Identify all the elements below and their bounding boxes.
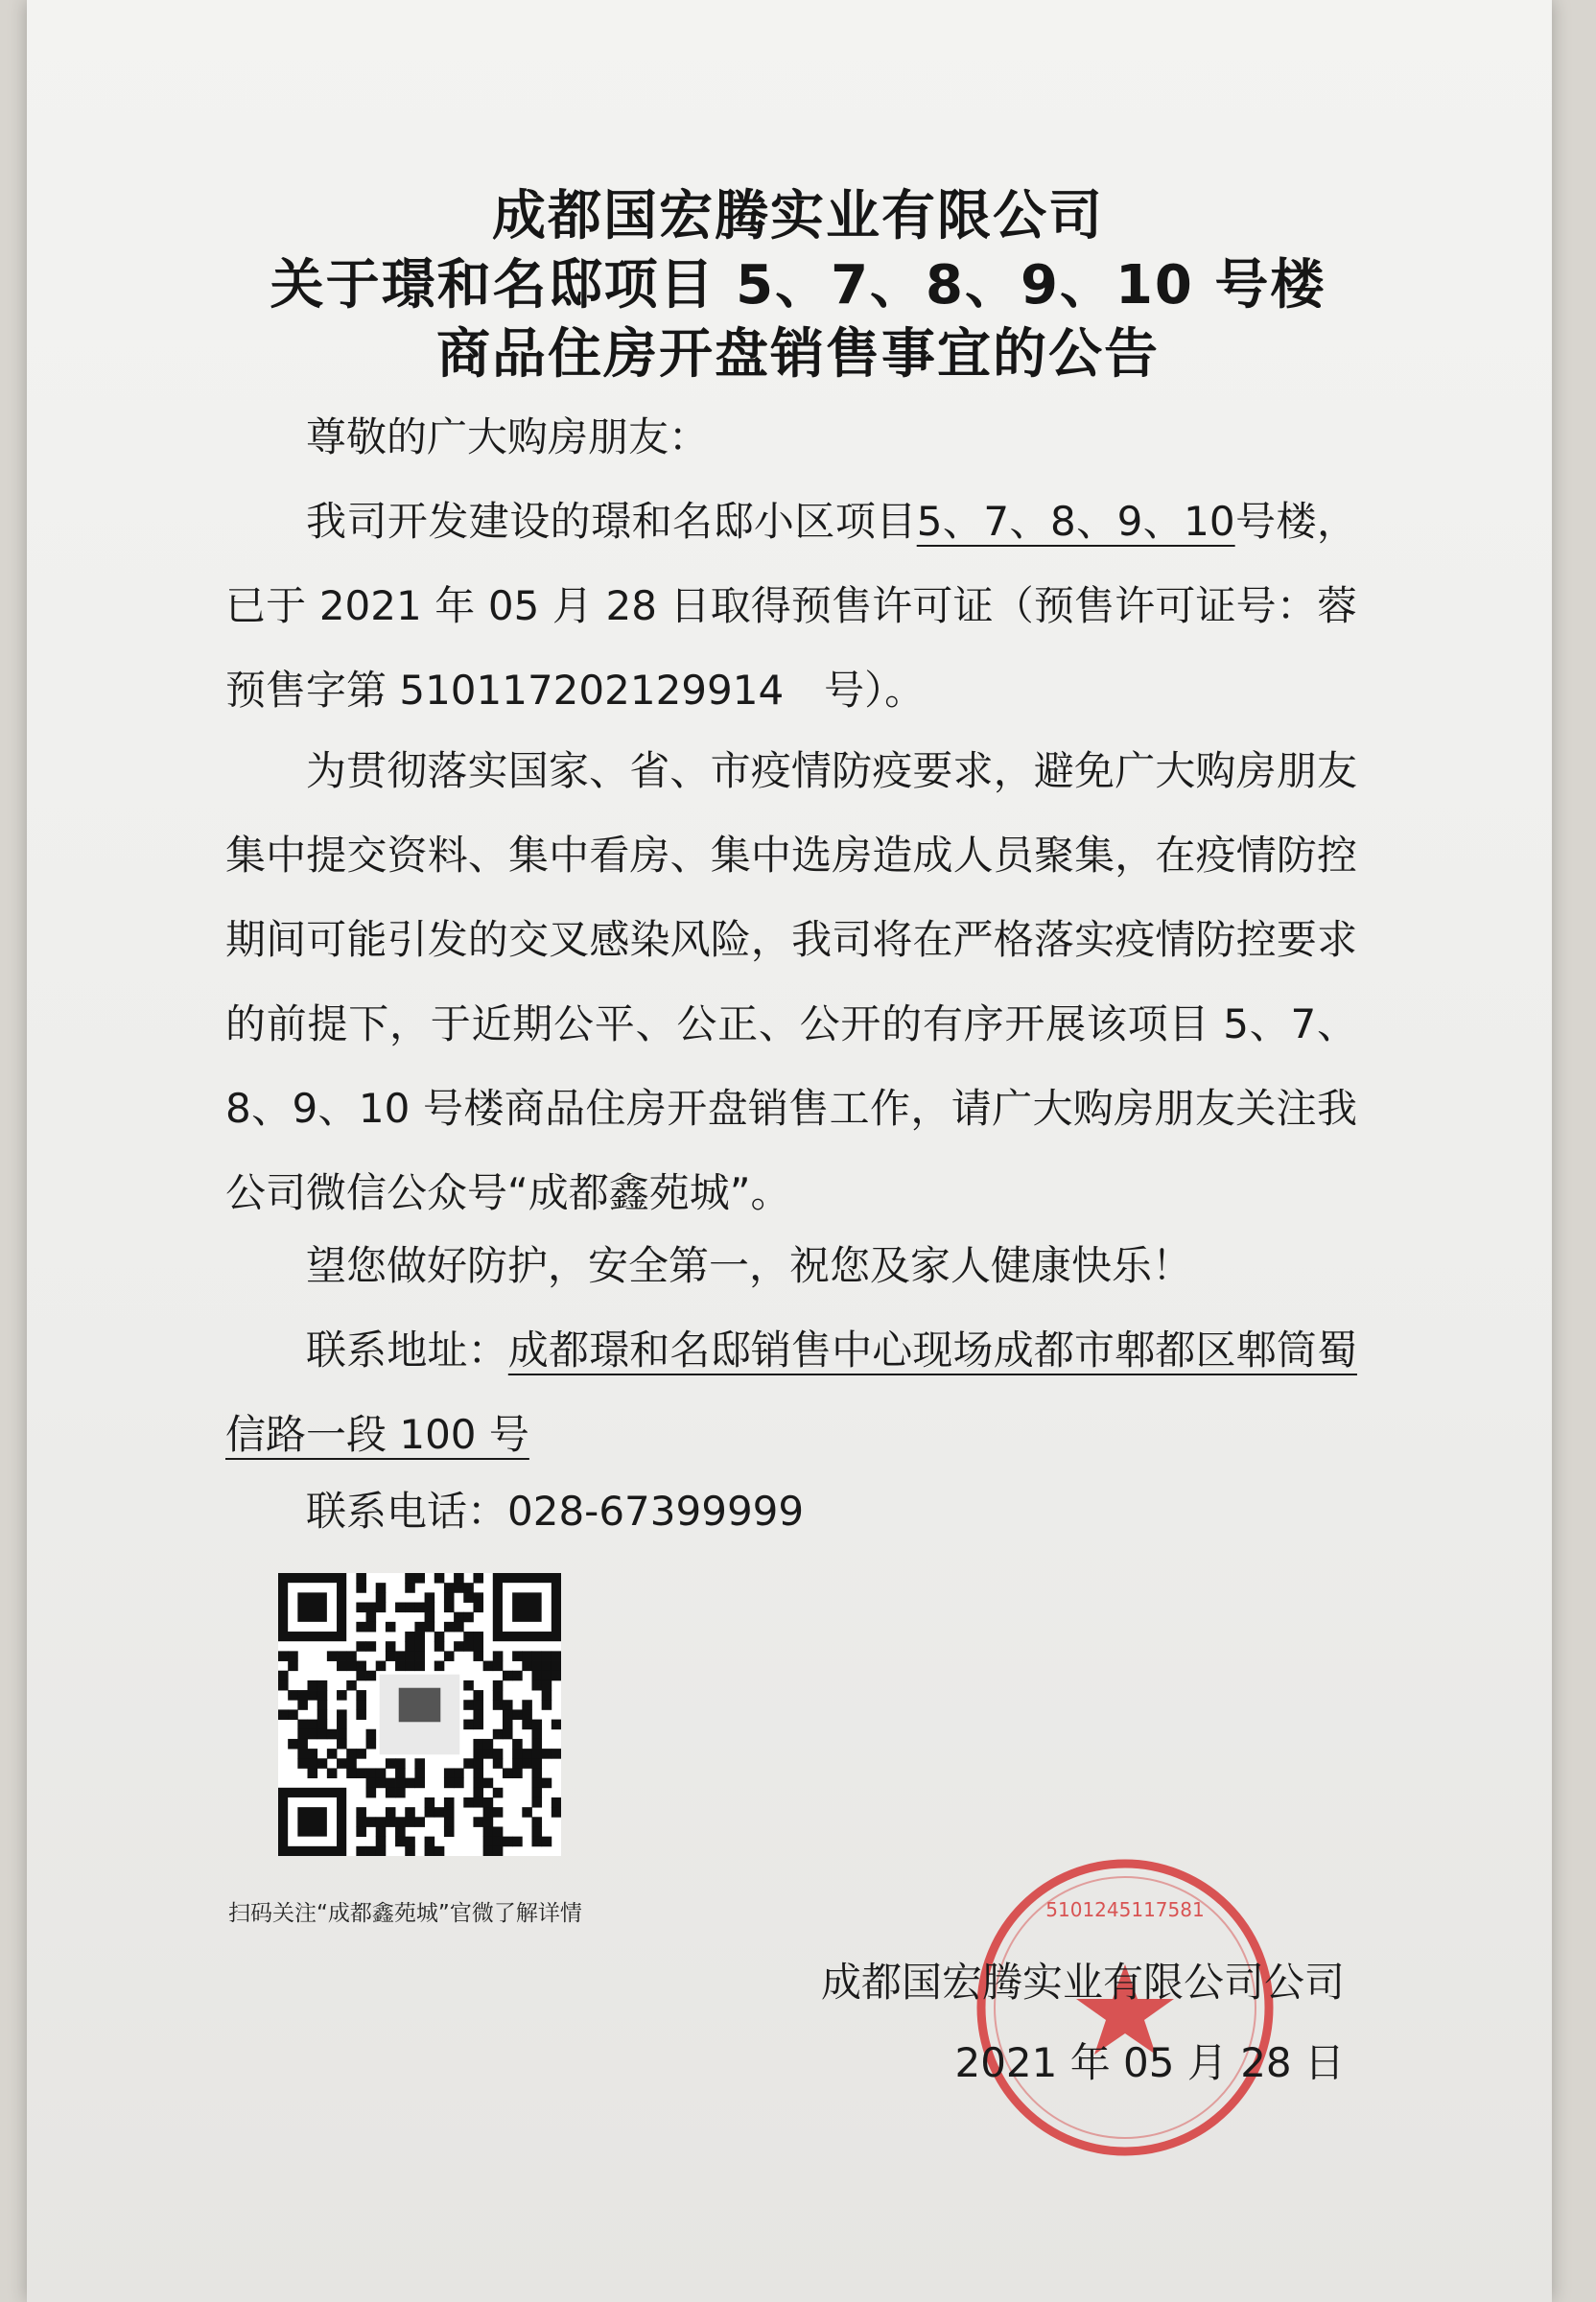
address-label: 联系地址： xyxy=(306,1327,508,1374)
paragraph-permit: 我司开发建设的璟和名邸小区项目5、7、8、9、10号楼，已于 2021 年 05 月 28 日取得预售许可证（预售许可证号：蓉预售字第 510117202129914 号）。 xyxy=(225,498,1357,714)
contact-phone xyxy=(225,1469,1357,1554)
greeting: 尊敬的广大购房朋友： xyxy=(306,413,710,460)
title-topic: 商品住房开盘销售事宜的公告 xyxy=(436,323,1160,386)
paragraph-wishes: 望您做好防护，安全第一，祝您及家人健康快乐！ xyxy=(306,1242,1193,1289)
title-block xyxy=(0,182,1596,389)
phone-value: 028-67399999 xyxy=(507,1488,805,1535)
contact-address xyxy=(225,1308,1357,1477)
seal-number: 5101245117581 xyxy=(1045,1898,1205,1921)
qr-caption: 扫码关注“成都鑫苑城”官微了解详情 xyxy=(228,1901,582,1926)
qr-code-icon xyxy=(278,1573,561,1856)
address-value: 成都璟和名邸销售中心现场成都市郫都区郫筒蜀信路一段 100 号 xyxy=(225,1327,1357,1458)
signature-company: 成都国宏腾实业有限公司公司 xyxy=(820,1959,1345,2006)
paragraph-epidemic: 为贯彻落实国家、省、市疫情防疫要求，避免广大购房朋友集中提交资料、集中看房、集中选房造成人员聚集，在疫情防控期间可能引发的交叉感染风险，我司将在严格落实疫情防控要求的前提下，于近期公平、公正、公开的有序开展该项目 5、7、8、9、10 号楼商品住房开盘销售工作，请广大购房朋友关注我公司微信公众号“成都鑫苑城”。 xyxy=(225,747,1357,1216)
signature-date: 2021 年 05 月 28 日 xyxy=(954,2039,1345,2086)
title-company: 成都国宏腾实业有限公司 xyxy=(492,185,1104,247)
building-numbers: 5、7、8、9、10 xyxy=(916,498,1235,545)
qr-code-graphic xyxy=(278,1573,561,1856)
phone-label: 联系电话： xyxy=(306,1488,508,1535)
title-subject: 关于璟和名邸项目 5、7、8、9、10 号楼 xyxy=(270,254,1326,317)
